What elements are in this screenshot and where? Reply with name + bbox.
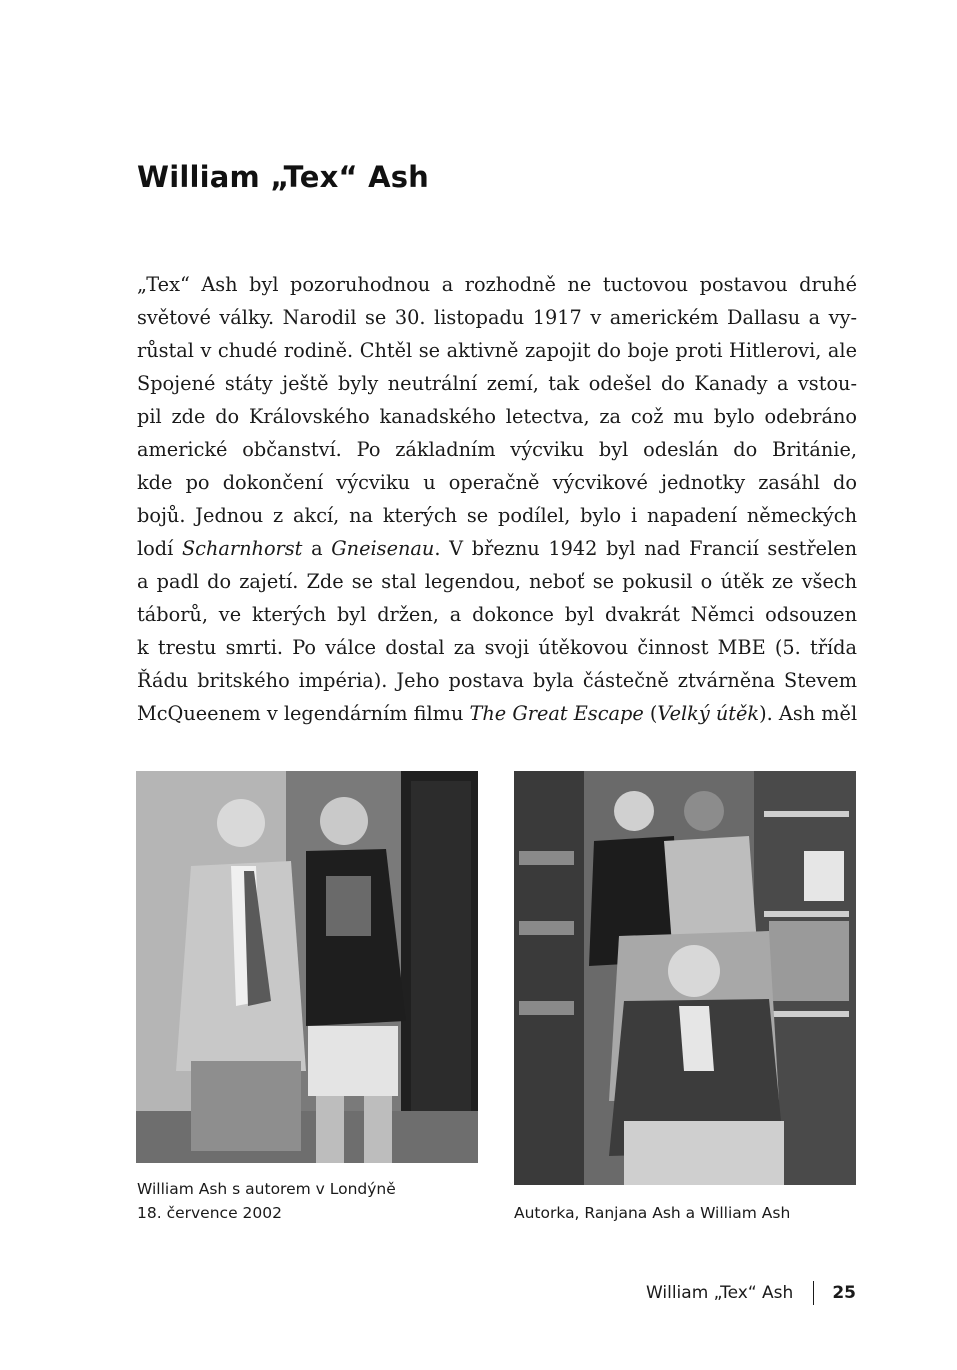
page-footer (646, 1281, 856, 1305)
text-line: americké občanství. Po základním výcviku byl odeslán do Británie, (137, 438, 857, 461)
ship-name-gneisenau: Gneisenau (331, 537, 435, 560)
film-title-en: The Great Escape (469, 702, 644, 725)
text-line: pil zde do Královského kanadského letectva, za což mu bylo odebráno (137, 405, 857, 428)
text-line: k trestu smrti. Po válce dostal za svoji útěkovou činnost MBE (5. třída (137, 636, 857, 659)
text-line (137, 697, 857, 730)
text-line: růstal v chudé rodině. Chtěl se aktivně zapojit do boje proti Hitlerovi, ale (137, 339, 857, 362)
caption-right: Autorka, Ranjana Ash a William Ash (514, 1204, 791, 1222)
text-line: Řádu britského impéria). Jeho postava byla částečně ztvárněna Stevem (137, 669, 857, 692)
text-run: ). Ash měl (759, 702, 858, 725)
text-line: a padl do zajetí. Zde se stal legendou, neboť se pokusil o útěk ze všech (137, 570, 857, 593)
ship-name-scharnhorst: Scharnhorst (181, 537, 303, 560)
running-title: William „Tex“ Ash (645, 1283, 794, 1303)
text-line: táborů, ve kterých byl držen, a dokonce byl dvakrát Němci odsouzen (137, 603, 857, 626)
footer-divider (813, 1281, 814, 1305)
chapter-title: William „Tex“ Ash (137, 160, 430, 194)
photo-author-ranjana-william (514, 771, 856, 1185)
text-run: a (302, 537, 332, 560)
caption-line: William Ash s autorem v Londýně (137, 1180, 396, 1198)
text-run: . V březnu 1942 byl nad Francií sestřelen (434, 537, 858, 560)
caption-line: 18. července 2002 (137, 1204, 282, 1222)
text-line: bojů. Jednou z akcí, na kterých se podílel, bylo i napadení německých (137, 504, 857, 527)
caption-left (137, 1177, 467, 1225)
text-line: kde po dokončení výcviku u operačně výcvikové jednotky zasáhl do (137, 471, 857, 494)
text-line: „Tex“ Ash byl pozoruhodnou a rozhodně ne tuctovou postavou druhé (137, 273, 857, 296)
text-run: ( (643, 702, 658, 725)
page-number: 25 (832, 1283, 856, 1303)
photo-ash-with-author (136, 771, 478, 1163)
text-line: světové války. Narodil se 30. listopadu 1917 v americkém Dallasu a vy- (137, 306, 857, 329)
text-run: lodí (137, 537, 182, 560)
text-line (137, 532, 857, 565)
body-paragraph (137, 268, 857, 730)
text-line: Spojené státy ještě byly neutrální zemí, tak odešel do Kanady a vstou- (137, 372, 857, 395)
text-run: McQueenem v legendárním filmu (137, 702, 470, 725)
film-title-cz: Velký útěk (657, 702, 760, 725)
